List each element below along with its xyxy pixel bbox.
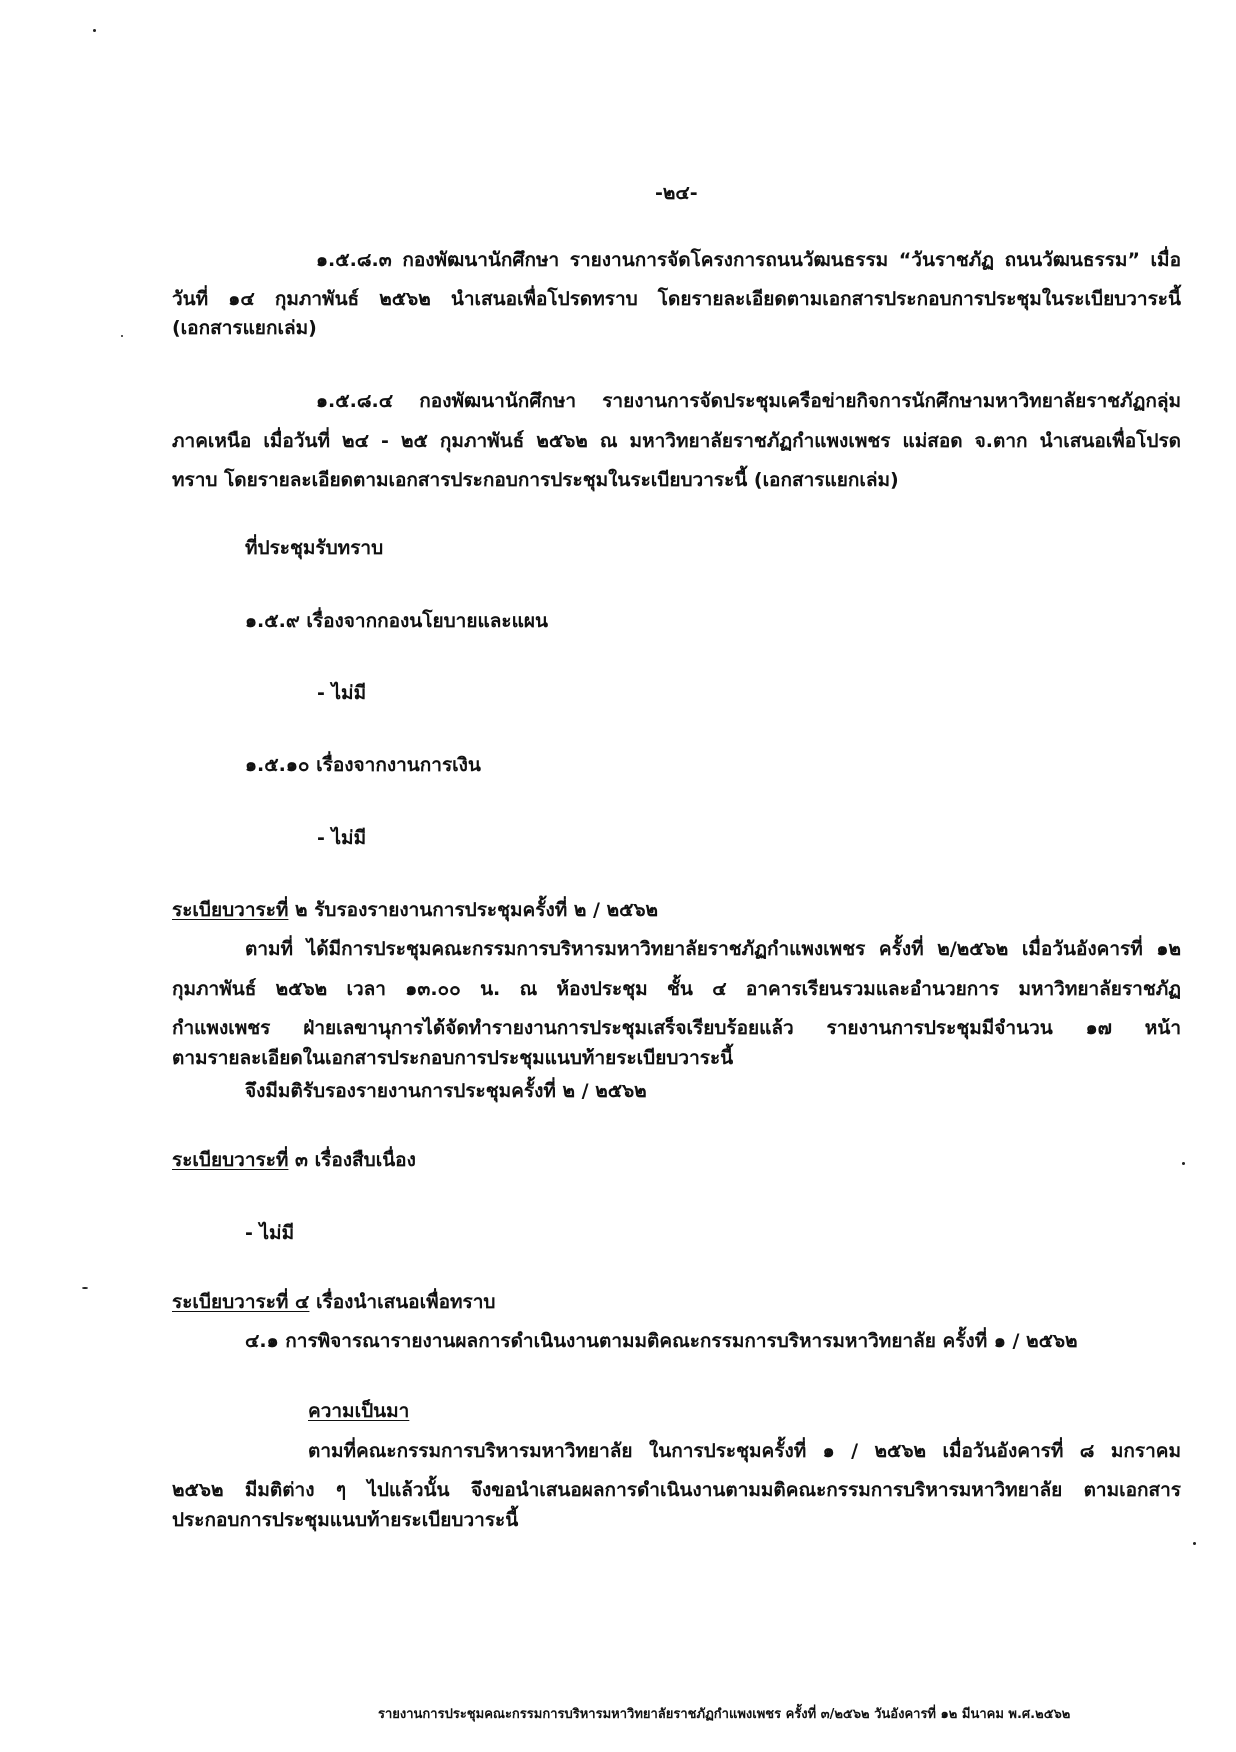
item-1510-heading: ๑.๕.๑๐ เรื่องจากงานการเงิน — [245, 754, 481, 776]
agenda-2-label: ระเบียบวาระที่ — [172, 899, 289, 921]
agenda-2-heading — [172, 897, 658, 923]
scan-speck — [93, 29, 96, 32]
agenda-2-line-1: ตามที่ ได้มีการประชุมคณะกรรมการบริหารมหาวิทยาลัยราชภัฏกำแพงเพชร ครั้งที่ ๒/๒๕๖๒ เมื่อวันอังคารที่ ๑๒ — [245, 938, 1181, 960]
agenda-3-heading — [172, 1147, 416, 1173]
scan-speck — [1193, 1542, 1196, 1545]
scan-speck — [82, 1287, 88, 1289]
item-1584-line-1: ๑.๕.๘.๔ กองพัฒนานักศึกษา รายงานการจัดประชุมเครือข่ายกิจการนักศึกษามหาวิทยาลัยราชภัฏกลุ่ม — [316, 390, 1181, 412]
scan-speck — [1182, 1162, 1185, 1165]
background-line-2: ๒๕๖๒ มีมติต่าง ๆ ไปแล้วนั้น จึงขอนำเสนอผลการดำเนินงานตามมติคณะกรรมการบริหารมหาวิทยาลัย ตามเอกสาร — [172, 1479, 1181, 1501]
background-heading: ความเป็นมา — [308, 1400, 410, 1422]
page-number: -๒๔- — [655, 182, 698, 204]
item-159-heading: ๑.๕.๙ เรื่องจากกองนโยบายและแผน — [245, 610, 548, 632]
agenda-2-line-2: กุมภาพันธ์ ๒๕๖๒ เวลา ๑๓.๐๐ น. ณ ห้องประชุม ชั้น ๔ อาคารเรียนรวมและอำนวยการ มหาวิทยาลัยราชภัฏ — [172, 978, 1181, 1000]
background-line-1: ตามที่คณะกรรมการบริหารมหาวิทยาลัย ในการประชุมครั้งที่ ๑ / ๒๕๖๒ เมื่อวันอังคารที่ ๘ มกราคม — [308, 1440, 1181, 1462]
agenda-4-label: ระเบียบวาระที่ ๔ — [172, 1291, 310, 1313]
agenda-4-title: เรื่องนำเสนอเพื่อทราบ — [309, 1291, 496, 1313]
item-1583-line-3: (เอกสารแยกเล่ม) — [172, 317, 317, 339]
agenda-3-label: ระเบียบวาระที่ — [172, 1149, 289, 1171]
agenda-4-heading — [172, 1289, 495, 1315]
item-1584-line-3: ทราบ โดยรายละเอียดตามเอกสารประกอบการประชุมในระเบียบวาระนี้ (เอกสารแยกเล่ม) — [172, 469, 899, 491]
agenda-2-title: ๒ รับรองรายงานการประชุมครั้งที่ ๒ / ๒๕๖๒ — [288, 899, 659, 921]
item-159-none: - ไม่มี — [317, 682, 367, 704]
agenda-2-line-3: กำแพงเพชร ฝ่ายเลขานุการได้จัดทำรายงานการประชุมเสร็จเรียบร้อยแล้ว รายงานการประชุมมีจำนวน ๑๗ หน้า — [172, 1017, 1181, 1039]
item-1583-line-1: ๑.๕.๘.๓ กองพัฒนานักศึกษา รายงานการจัดโครงการถนนวัฒนธรรม “วันราชภัฏ ถนนวัฒนธรรม” เมื่อ — [316, 249, 1181, 271]
agenda-2-resolution: จึงมีมติรับรองรายงานการประชุมครั้งที่ ๒ / ๒๕๖๒ — [245, 1080, 647, 1102]
scan-speck — [121, 335, 123, 337]
item-1584-line-2: ภาคเหนือ เมื่อวันที่ ๒๔ - ๒๕ กุมภาพันธ์ ๒๕๖๒ ณ มหาวิทยาลัยราชภัฏกำแพงเพชร แม่สอด จ.ตาก นำเสนอเพื่อโปรด — [172, 430, 1181, 452]
acknowledged-text: ที่ประชุมรับทราบ — [245, 537, 384, 559]
item-1510-none: - ไม่มี — [317, 827, 367, 849]
page-footer: รายงานการประชุมคณะกรรมการบริหารมหาวิทยาลัยราชภัฏกำแพงเพชร ครั้งที่ ๓/๒๕๖๒ วันอังคารที่ ๑๒ มีนาคม พ.ศ.๒๕๖๒ — [378, 1707, 1071, 1722]
agenda-3-none: - ไม่มี — [245, 1222, 295, 1244]
agenda-2-line-4: ตามรายละเอียดในเอกสารประกอบการประชุมแนบท้ายระเบียบวาระนี้ — [172, 1047, 734, 1069]
agenda-3-title: ๓ เรื่องสืบเนื่อง — [288, 1149, 416, 1171]
item-1583-line-2: วันที่ ๑๔ กุมภาพันธ์ ๒๕๖๒ นำเสนอเพื่อโปรดทราบ โดยรายละเอียดตามเอกสารประกอบการประชุมในระเบียบวาระนี้ — [172, 288, 1181, 310]
agenda-4-item-41: ๔.๑ การพิจารณารายงานผลการดำเนินงานตามมติคณะกรรมการบริหารมหาวิทยาลัย ครั้งที่ ๑ / ๒๕๖๒ — [245, 1330, 1078, 1352]
background-line-3: ประกอบการประชุมแนบท้ายระเบียบวาระนี้ — [172, 1509, 519, 1531]
